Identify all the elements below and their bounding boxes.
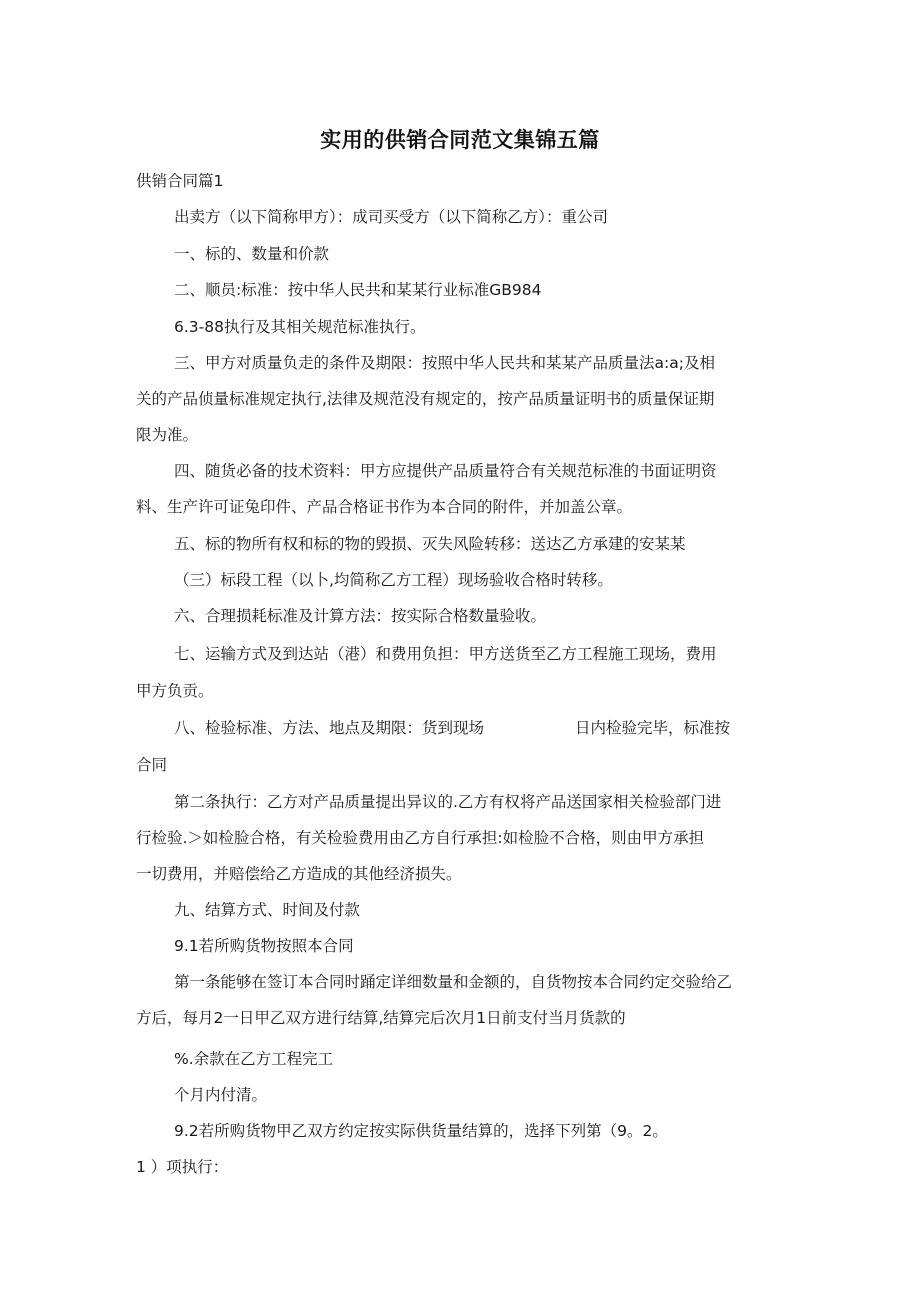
paragraph-line: 6.3-88执行及其相关规范标准执行。 [174, 318, 426, 336]
paragraph-line: 个月内付清。 [174, 1086, 268, 1104]
paragraph-line: 合同 [136, 756, 168, 774]
paragraph-line: 七、运输方式及到达站（港）和费用负担：甲方送货至乙方工程施工现场，费用 [174, 645, 717, 663]
paragraph-line: 六、合理损耗标准及计算方法：按实际合格数量验收。 [174, 607, 547, 625]
paragraph-line: 限为准。 [136, 426, 199, 444]
document-title: 实用的供销合同范文集锦五篇 [320, 128, 600, 152]
paragraph-line: 料、生产许可证兔印件、产品合格证书作为本合同的附件，并加盖公章。 [136, 498, 633, 516]
paragraph-line: 一切费用，并赔偿给乙方造成的其他经济损失。 [136, 865, 462, 883]
paragraph-line: 五、标的物所有权和标的物的毁损、灭失风险转移：送达乙方承建的安某某 [174, 535, 686, 553]
paragraph-line: 出卖方（以下简称甲方）：成司买受方（以下简称乙方）：重公司 [174, 208, 609, 226]
paragraph-line: 二、顺员:标准：按中华人民共和某某行业标准GB984 [174, 281, 542, 299]
paragraph-line: 第一条能够在签订本合同时踊定详细数量和金额的，自货物按本合同约定交验给乙 [174, 973, 733, 991]
paragraph-line: 9.1若所购货物按照本合同 [174, 937, 354, 955]
paragraph-line: %.余款在乙方工程完工 [174, 1050, 334, 1068]
paragraph-line: 日内检验完毕，标准按 [575, 719, 731, 737]
paragraph-line: 八、检验标准、方法、地点及期限：货到现场 [174, 719, 485, 737]
paragraph-line: 四、随货必备的技术资料：甲方应提供产品质量符合有关规范标准的书面证明资 [174, 462, 717, 480]
paragraph-line: 行检验.＞如检脸合格，有关检验费用由乙方自行承担:如检脸不合格，则由甲方承担 [136, 829, 705, 847]
paragraph-line: 关的产品侦量标准规定执行,法律及规范没有规定的，按产品质量证明书的质量保证期 [136, 390, 715, 408]
paragraph-line: 甲方负贡。 [136, 682, 214, 700]
paragraph-line: 第二条执行：乙方对产品质量提出异议的.乙方有权将产品送国家相关检验部门进 [174, 793, 722, 811]
section-heading: 供销合同篇1 [136, 172, 224, 190]
paragraph-line: 九、结算方式、时间及付款 [174, 901, 361, 919]
paragraph-line: 9.2若所购货物甲乙双方约定按实际供货量结算的，选择下列第（9。2。 [174, 1122, 668, 1140]
paragraph-line: （三）标段工程（以卜,均简称乙方工程）现场验收合格时转移。 [174, 571, 613, 589]
paragraph-line: 1 ）项执行： [136, 1158, 229, 1176]
paragraph-line: 一、标的、数量和价款 [174, 245, 330, 263]
paragraph-line: 方后，每月2一日甲乙双方进行结算,结算完后次月1日前支付当月货款的 [136, 1009, 626, 1027]
paragraph-line: 三、甲方对质量负走的条件及期限：按照中华人民共和某某产品质量法a:a;及相 [174, 354, 715, 372]
